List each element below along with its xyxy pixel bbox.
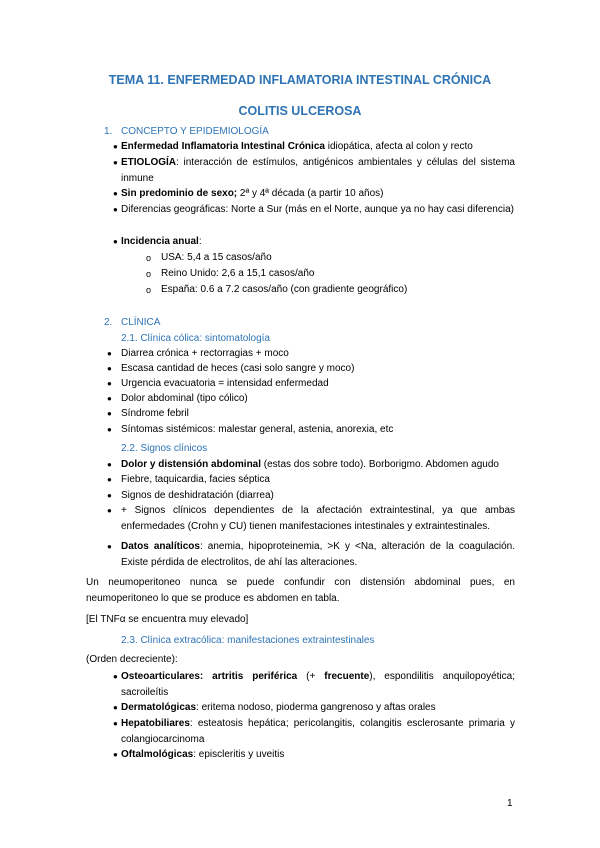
epi-item-5-text: :	[198, 236, 202, 247]
epi-item-3-bold: Sin predominio de sexo;	[121, 188, 238, 199]
bullet-icon: ●	[113, 750, 118, 759]
subsection-2-1-heading: 2.1. Clínica cólica: sintomatología	[121, 333, 270, 344]
extra-item-3	[121, 716, 515, 748]
bullet-icon: ●	[107, 379, 112, 388]
section-2-number: 2.	[104, 317, 113, 328]
incidence-uk: Reino Unido: 2,6 a 15,1 casos/año	[161, 268, 315, 279]
bullet-icon: ●	[113, 142, 118, 151]
document-subtitle: COLITIS ULCEROSA	[238, 104, 362, 118]
bullet-icon: ●	[107, 394, 112, 403]
extra-item-2-bold: Dermatológicas	[121, 702, 197, 713]
epi-item-1-bold: Enfermedad Inflamatoria Intestinal Crónica	[121, 141, 325, 152]
document-title: TEMA 11. ENFERMEDAD INFLAMATORIA INTESTINAL CRÓNICA	[108, 73, 492, 87]
bullet-icon: ●	[107, 409, 112, 418]
bullet-icon: ●	[113, 189, 118, 198]
sub-bullet-icon: o	[146, 253, 152, 263]
bullet-icon: ●	[113, 703, 118, 712]
sign-item-5-bold: Datos analíticos	[121, 541, 200, 552]
extra-item-1	[121, 669, 515, 701]
extra-item-1-text: ), espondilitis anquilopoyética; sacroileítis	[121, 671, 515, 698]
incidence-spain: España: 0.6 a 7.2 casos/año (con gradiente geográfico)	[161, 284, 408, 295]
symptom-item: Síntomas sistémicos: malestar general, astenia, anorexia, etc	[121, 424, 394, 435]
bullet-icon: ●	[107, 364, 112, 373]
bullet-icon: ●	[113, 672, 118, 681]
epi-item-5-bold: Incidencia anual	[121, 236, 199, 247]
extra-item-1-mid: (+	[297, 671, 325, 682]
bullet-icon: ●	[107, 460, 112, 469]
sign-item-1	[121, 457, 499, 473]
bullet-icon: ●	[107, 542, 112, 551]
bullet-icon: ●	[107, 491, 112, 500]
epi-item-1	[121, 139, 473, 155]
paragraph-tnf: [El TNFα se encuentra muy elevado]	[86, 614, 249, 625]
sign-item-5-text: : anemia, hipoproteinemia, >K y <Na, alteración de la coagulación. Existe pérdida de electrolitos, de ahí las alteraciones.	[121, 541, 515, 568]
section-1-heading: CONCEPTO Y EPIDEMIOLOGÍA	[121, 126, 269, 137]
symptom-item: Dolor abdominal (tipo cólico)	[121, 393, 248, 404]
epi-item-2-bold: ETIOLOGÍA	[121, 157, 176, 168]
symptom-item: Diarrea crónica + rectorragias + moco	[121, 348, 289, 359]
sign-item-1-bold: Dolor y distensión abdominal	[121, 459, 262, 470]
symptom-item: Escasa cantidad de heces (casi solo sangre y moco)	[121, 363, 355, 374]
extra-item-2-text: : eritema nodoso, pioderma gangrenoso y aftas orales	[196, 702, 436, 713]
epi-item-1-text: idiopática, afecta al colon y recto	[324, 141, 473, 152]
bullet-icon: ●	[107, 349, 112, 358]
sign-item-2: Fiebre, taquicardia, facies séptica	[121, 474, 270, 485]
sign-item-3: Signos de deshidratación (diarrea)	[121, 490, 274, 501]
bullet-icon: ●	[113, 158, 118, 167]
symptom-item: Síndrome febril	[121, 408, 189, 419]
sign-item-4: + Signos clínicos dependientes de la afectación extraintestinal, ya que ambas enfermedades (Crohn y CU) tienen manifestaciones intestinales y extraintestinales.	[121, 505, 515, 532]
extra-item-3-bold: Hepatobiliares	[121, 718, 190, 729]
sign-item-1-text: (estas dos sobre todo). Borborigmo. Abdomen agudo	[261, 459, 499, 470]
section-2-heading: CLÍNICA	[121, 317, 161, 328]
order-note: (Orden decreciente):	[86, 654, 178, 665]
section-1-number: 1.	[104, 126, 113, 137]
paragraph-neumoperitoneo: Un neumoperitoneo nunca se puede confundir con distensión abdominal pues, en neumoperitoneo lo que se produce es abdomen en tabla.	[86, 577, 515, 604]
extra-item-4-bold: Oftalmológicas	[121, 749, 194, 760]
bullet-icon: ●	[113, 719, 118, 728]
epi-item-5	[121, 234, 202, 250]
sub-bullet-icon: o	[146, 285, 152, 295]
bullet-icon: ●	[107, 506, 112, 515]
extra-item-1-bold: Osteoarticulares: artritis periférica	[121, 671, 298, 682]
epi-item-2	[121, 155, 515, 187]
sign-item-5	[121, 539, 515, 571]
subsection-2-2-heading: 2.2. Signos clínicos	[121, 443, 208, 454]
epi-item-4: Diferencias geográficas: Norte a Sur (más en el Norte, aunque ya no hay casi diferencia)	[121, 204, 514, 215]
extra-item-1-bold2: frecuente	[324, 671, 370, 682]
epi-item-2-text: : interacción de estímulos, antigénicos ambientales y células del sistema inmune	[121, 157, 515, 184]
extra-item-4-text: : episcleritis y uveitis	[193, 749, 285, 760]
sub-bullet-icon: o	[146, 269, 152, 279]
extra-item-4	[121, 747, 284, 763]
bullet-icon: ●	[113, 237, 118, 246]
incidence-usa: USA: 5,4 a 15 casos/año	[161, 252, 272, 263]
page-number: 1	[507, 798, 513, 809]
bullet-icon: ●	[107, 425, 112, 434]
epi-item-3-text: 2ª y 4ª década (a partir 10 años)	[237, 188, 384, 199]
symptom-item: Urgencia evacuatoria = intensidad enfermedad	[121, 378, 329, 389]
bullet-icon: ●	[107, 475, 112, 484]
bullet-icon: ●	[113, 205, 118, 214]
extra-item-2	[121, 700, 436, 716]
subsection-2-3-heading: 2.3. Clínica extracólica: manifestaciones extraintestinales	[121, 635, 375, 646]
epi-item-3	[121, 186, 384, 202]
extra-item-3-text: : esteatosis hepática; pericolangitis, colangitis esclerosante primaria y colangiocarcinoma	[121, 718, 515, 745]
